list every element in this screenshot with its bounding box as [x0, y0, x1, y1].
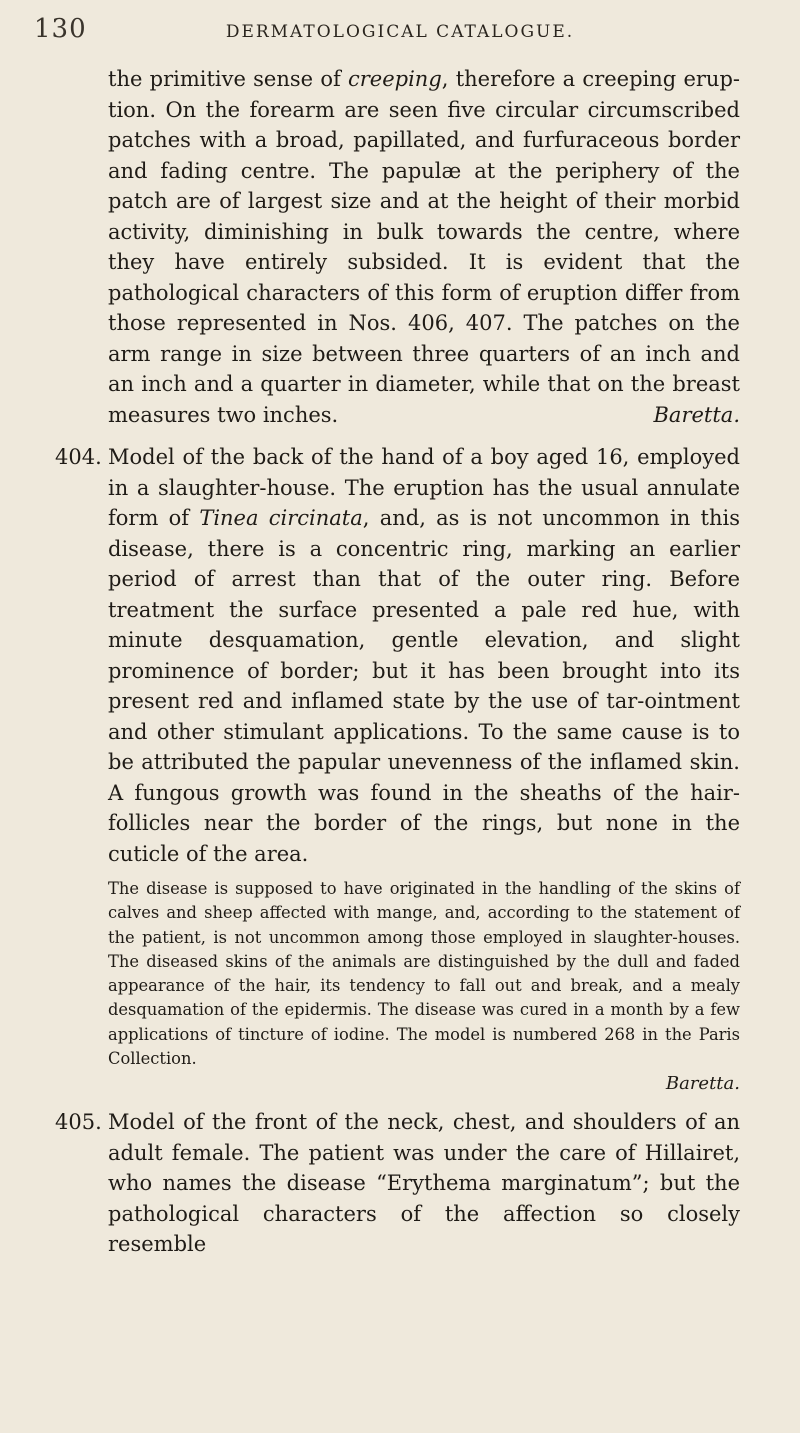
- running-head: DERMATOLOGICAL CATALOGUE.: [225, 22, 575, 42]
- page-content: [55, 64, 741, 1260]
- continuation-text: the primitive sense of creeping, therefore a creeping eruption. On the forearm are seen five circular circumscribed patches with a broad, papillated, and furfuraceous border and fading centre. The papulæ at the periphery of the patch are of largest size and at the height of their morbid activity, diminishing in bulk towards the centre, where they have entirely subsided. It is evident that the pathological characters of this form of eruption differ from those represented in Nos. 406, 407. The patches on the arm range in size between three quarters of an inch and an inch and a quarter in diameter, while that on the breast measures two inches. Baretta.: [108, 64, 740, 430]
- signature: Baretta.: [665, 1073, 740, 1095]
- entry-text: Model of the back of the hand of a boy aged 16, employed in a slaughter-house. The eruption has the usual annulate form of Tinea circinata, and, as is not uncommon in this disease, there is a concentric ring, marking an earlier period of arrest than that of the outer ring. Before treatment the surface presented a pale red hue, with minute desquamation, gentle elevation, and slight prominence of border; but it has been brought into its present red and inflamed state by the use of tar-ointment and other stimulant applications. To the same cause is to be attributed the papular unevenness of the inflamed skin. A fungous growth was found in the sheaths of the hair-follicles near the border of the rings, but none in the cuticle of the area.: [108, 445, 741, 866]
- emphasis-creeping: creeping: [347, 67, 442, 91]
- entry-note: The disease is supposed to have originated in the handling of the skins of calves and sheep affected with mange, and, according to the statement of the patient, is not uncommon among those employed in slaughter-houses. The diseased skins of the animals are distinguished by the dull and faded appearance of the hair, its tendency to fall out and break, and a mealy desquamation of the epidermis. The disease was cured in a month by a few applications of tincture of iodine. The model is numbered 268 in the Paris Collection.: [108, 879, 740, 1069]
- entry-number: 405.: [55, 1110, 102, 1135]
- entry-number: 404.: [55, 445, 102, 469]
- entry-text: Model of the front of the neck, chest, and shoulders of an adult female. The patient was under the care of Hillairet, who names the disease “Erythema marginatum”; but the pathological characters of the affection so closely resemble: [108, 1110, 740, 1257]
- continuation-paragraph: [80, 64, 740, 430]
- page-number: 130: [34, 14, 87, 44]
- signature: Baretta.: [653, 402, 740, 427]
- catalogue-entry-405: [55, 1107, 740, 1260]
- emphasis-tinea-circinata: Tinea circinata: [199, 506, 363, 530]
- catalogue-entry-404: [55, 442, 741, 1097]
